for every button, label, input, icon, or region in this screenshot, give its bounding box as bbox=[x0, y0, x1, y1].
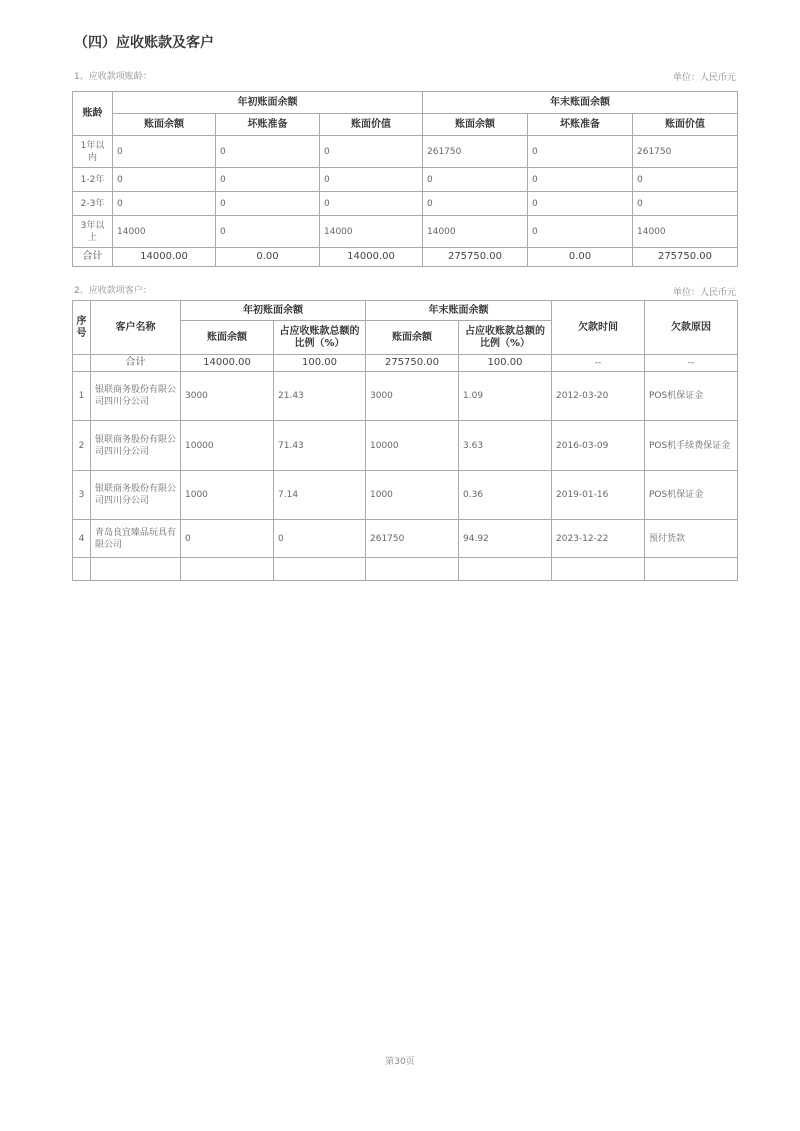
cell: 0 bbox=[633, 168, 738, 192]
cell: 10000 bbox=[366, 421, 459, 471]
cell: 14000 bbox=[320, 216, 423, 248]
cell: 0 bbox=[274, 520, 366, 558]
cell: POS机保证金 bbox=[645, 471, 738, 520]
cell: 261750 bbox=[633, 136, 738, 168]
header-begin-group: 年初账面余额 bbox=[181, 301, 366, 321]
customers-subtitle: 2、应收款项客户： bbox=[74, 286, 152, 296]
header-end-bad-debt: 坏账准备 bbox=[528, 114, 633, 136]
cell: 14000.00 bbox=[320, 248, 423, 267]
cell: 0 bbox=[216, 192, 320, 216]
customer-name: 银联商务股份有限公司四川分公司 bbox=[91, 471, 181, 520]
cell: 1.09 bbox=[459, 372, 552, 421]
cell: 0 bbox=[320, 136, 423, 168]
cell: POS机手续费保证金 bbox=[645, 421, 738, 471]
cell: 0 bbox=[320, 168, 423, 192]
section-title: （四）应收账款及客户 bbox=[74, 35, 214, 51]
age-cell: 1-2年 bbox=[73, 168, 113, 192]
customer-name: 青岛良宜臻品玩具有限公司 bbox=[91, 520, 181, 558]
cell: 0 bbox=[320, 192, 423, 216]
header-end-book-value: 账面价值 bbox=[633, 114, 738, 136]
cell: 0 bbox=[216, 168, 320, 192]
seq-cell: 4 bbox=[73, 520, 91, 558]
cell: 100.00 bbox=[274, 355, 366, 372]
cell: 275750.00 bbox=[366, 355, 459, 372]
cell: 0 bbox=[423, 168, 528, 192]
age-cell: 2-3年 bbox=[73, 192, 113, 216]
cell: 2023-12-22 bbox=[552, 520, 645, 558]
aging-subtitle: 1、应收款项账龄： bbox=[74, 72, 152, 82]
seq-cell: 3 bbox=[73, 471, 91, 520]
header-end-group: 年末账面余额 bbox=[366, 301, 552, 321]
header-age: 账龄 bbox=[73, 92, 113, 136]
cell: 2016-03-09 bbox=[552, 421, 645, 471]
total-row bbox=[73, 248, 738, 267]
empty-row bbox=[73, 558, 738, 581]
cell: 0 bbox=[423, 192, 528, 216]
header-begin-bad-debt: 坏账准备 bbox=[216, 114, 320, 136]
cell: 1000 bbox=[181, 471, 274, 520]
cell: 0 bbox=[216, 136, 320, 168]
table-row bbox=[73, 168, 738, 192]
cell: -- bbox=[645, 355, 738, 372]
cell: 3000 bbox=[181, 372, 274, 421]
header-begin-group: 年初账面余额 bbox=[113, 92, 423, 114]
cell: 0 bbox=[113, 192, 216, 216]
header-end-balance: 账面余额 bbox=[366, 321, 459, 355]
customer-name: 银联商务股份有限公司四川分公司 bbox=[91, 421, 181, 471]
cell: 0.00 bbox=[528, 248, 633, 267]
cell: 100.00 bbox=[459, 355, 552, 372]
header-begin-book-value: 账面价值 bbox=[320, 114, 423, 136]
header-due-date: 欠款时间 bbox=[552, 301, 645, 355]
cell: 261750 bbox=[423, 136, 528, 168]
cell: 14000 bbox=[113, 216, 216, 248]
cell: 0 bbox=[216, 216, 320, 248]
cell: 0.36 bbox=[459, 471, 552, 520]
cell: 3.63 bbox=[459, 421, 552, 471]
customers-table bbox=[72, 300, 738, 581]
cell: 1000 bbox=[366, 471, 459, 520]
cell: 14000.00 bbox=[113, 248, 216, 267]
cell: 0 bbox=[181, 520, 274, 558]
header-reason: 欠款原因 bbox=[645, 301, 738, 355]
cell: 0 bbox=[113, 168, 216, 192]
cell: 2012-03-20 bbox=[552, 372, 645, 421]
cell: 94.92 bbox=[459, 520, 552, 558]
cell: 71.43 bbox=[274, 421, 366, 471]
header-begin-ratio: 占应收账款总额的比例（%） bbox=[274, 321, 366, 355]
cell: 14000 bbox=[633, 216, 738, 248]
cell: 0 bbox=[528, 168, 633, 192]
header-name: 客户名称 bbox=[91, 301, 181, 355]
header-end-ratio: 占应收账款总额的比例（%） bbox=[459, 321, 552, 355]
age-cell: 1年以内 bbox=[73, 136, 113, 168]
table-row bbox=[73, 471, 738, 520]
table-row bbox=[73, 192, 738, 216]
header-begin-book-balance: 账面余额 bbox=[113, 114, 216, 136]
customer-name: 银联商务股份有限公司四川分公司 bbox=[91, 372, 181, 421]
aging-unit: 单位：人民币元 bbox=[672, 73, 736, 83]
page-number: 第30页 bbox=[385, 1057, 415, 1067]
cell: 0 bbox=[528, 192, 633, 216]
cell: 7.14 bbox=[274, 471, 366, 520]
cell: 2019-01-16 bbox=[552, 471, 645, 520]
cell: 0 bbox=[113, 136, 216, 168]
table-row bbox=[73, 216, 738, 248]
age-cell: 3年以上 bbox=[73, 216, 113, 248]
cell: 10000 bbox=[181, 421, 274, 471]
header-begin-balance: 账面余额 bbox=[181, 321, 274, 355]
total-label: 合计 bbox=[91, 355, 181, 372]
cell: 14000.00 bbox=[181, 355, 274, 372]
cell: -- bbox=[552, 355, 645, 372]
total-label: 合计 bbox=[73, 248, 113, 267]
cell: 275750.00 bbox=[633, 248, 738, 267]
seq-cell: 1 bbox=[73, 372, 91, 421]
cell: 21.43 bbox=[274, 372, 366, 421]
cell: 0.00 bbox=[216, 248, 320, 267]
customers-unit: 单位：人民币元 bbox=[672, 288, 736, 298]
table-row bbox=[73, 372, 738, 421]
cell: 0 bbox=[633, 192, 738, 216]
cell: 预付货款 bbox=[645, 520, 738, 558]
table-row bbox=[73, 421, 738, 471]
cell: 0 bbox=[528, 136, 633, 168]
cell: POS机保证金 bbox=[645, 372, 738, 421]
cell: 275750.00 bbox=[423, 248, 528, 267]
table-row bbox=[73, 136, 738, 168]
cell: 261750 bbox=[366, 520, 459, 558]
cell: 3000 bbox=[366, 372, 459, 421]
aging-table bbox=[72, 91, 738, 267]
seq-cell: 2 bbox=[73, 421, 91, 471]
cell: 0 bbox=[528, 216, 633, 248]
total-row bbox=[73, 355, 738, 372]
header-end-book-balance: 账面余额 bbox=[423, 114, 528, 136]
table-row bbox=[73, 520, 738, 558]
header-seq: 序号 bbox=[73, 301, 91, 355]
cell: 14000 bbox=[423, 216, 528, 248]
header-end-group: 年末账面余额 bbox=[423, 92, 738, 114]
